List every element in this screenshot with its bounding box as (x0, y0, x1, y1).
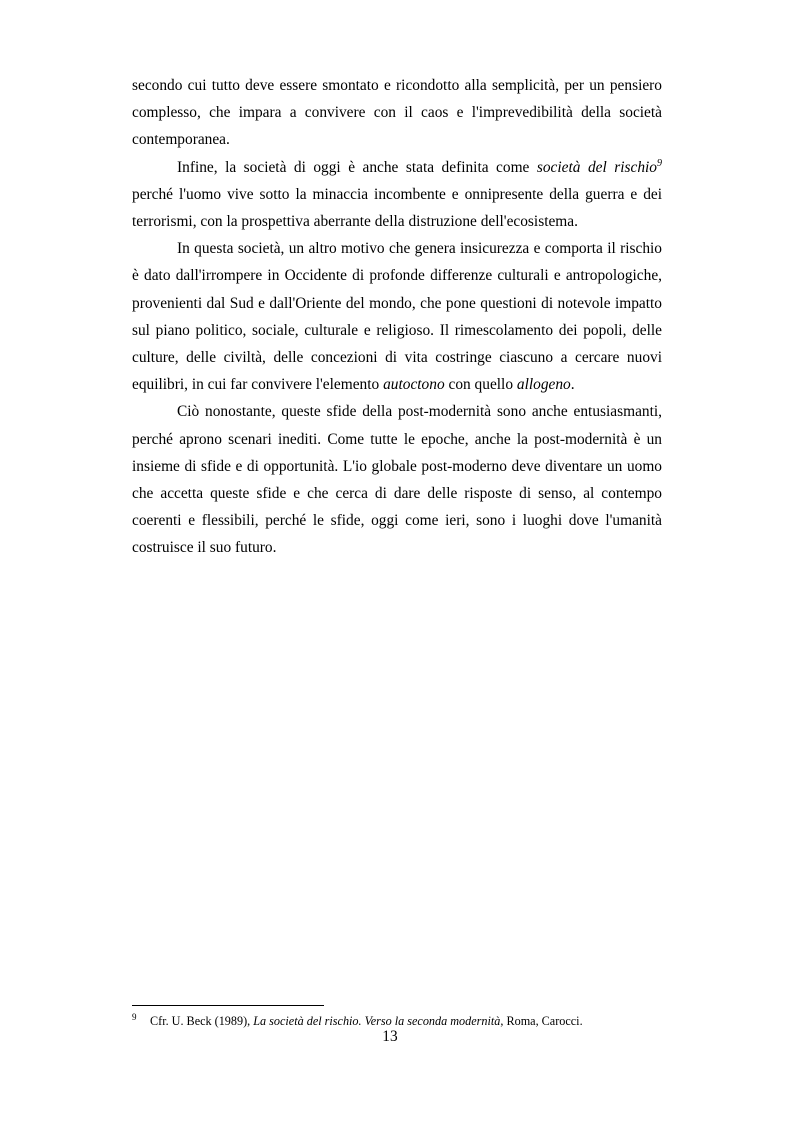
text-run: Ciò nonostante, queste sfide della post-modernità sono anche entusiasmanti, perché aprono scenari inediti. Come tutte le epoche, anche la post-modernità è un insieme di sfide e di opportunità. L'io globale post-moderno deve diventare un uomo che accetta queste sfide e che cerca di dare delle risposte di senso, al contempo coerenti e flessibili, perché le sfide, oggi come ieri, sono i luoghi dove l'umanità costruisce il suo futuro. (132, 403, 662, 557)
text-run: secondo cui tutto deve essere smontato e ricondotto alla semplicità, per un pensiero complesso, che impara a convivere con il caos e l'imprevedibilità della società contemporanea. (132, 77, 662, 149)
paragraph (132, 154, 662, 236)
paragraph (132, 398, 662, 561)
footnote-divider (132, 1005, 324, 1006)
italic-text: allogeno (516, 376, 571, 394)
footnote-citation-suffix: , Roma, Carocci. (500, 1014, 583, 1028)
text-run: . (570, 376, 575, 394)
page-number: 13 (382, 1028, 398, 1045)
footnote-citation-prefix: Cfr. U. Beck (1989), (150, 1014, 254, 1028)
body-text (132, 72, 662, 562)
text-run: con quello (444, 376, 517, 394)
italic-text: autoctono (383, 376, 445, 394)
footnote-reference: 9 (657, 157, 662, 169)
italic-text: società del rischio (536, 158, 657, 176)
text-run: Infine, la società di oggi è anche stata definita come (177, 158, 537, 176)
paragraph (132, 72, 662, 154)
footnote: 9 Cfr. U. Beck (1989), La società del rischio. Verso la seconda modernità, Roma, Carocci. (132, 1011, 583, 1028)
text-run: In questa società, un altro motivo che genera insicurezza e comporta il rischio è dato dall'irrompere in Occidente di profonde differenze culturali e antropologiche, provenienti dal Sud e dall'Oriente del mondo, che pone questioni di notevole impatto sul piano politico, sociale, culturale e religioso. Il rimescolamento dei popoli, delle culture, delle civiltà, delle concezioni di vita costringe ciascuno a cercare nuovi equilibri, in cui far convivere l'elemento (132, 240, 662, 394)
paragraph (132, 235, 662, 398)
footnote-book-title: La società del rischio. Verso la seconda modernità (253, 1014, 501, 1028)
text-run: perché l'uomo vive sotto la minaccia incombente e onnipresente della guerra e dei terrorismi, con la prospettiva aberrante della distruzione dell'ecosistema. (132, 185, 662, 231)
